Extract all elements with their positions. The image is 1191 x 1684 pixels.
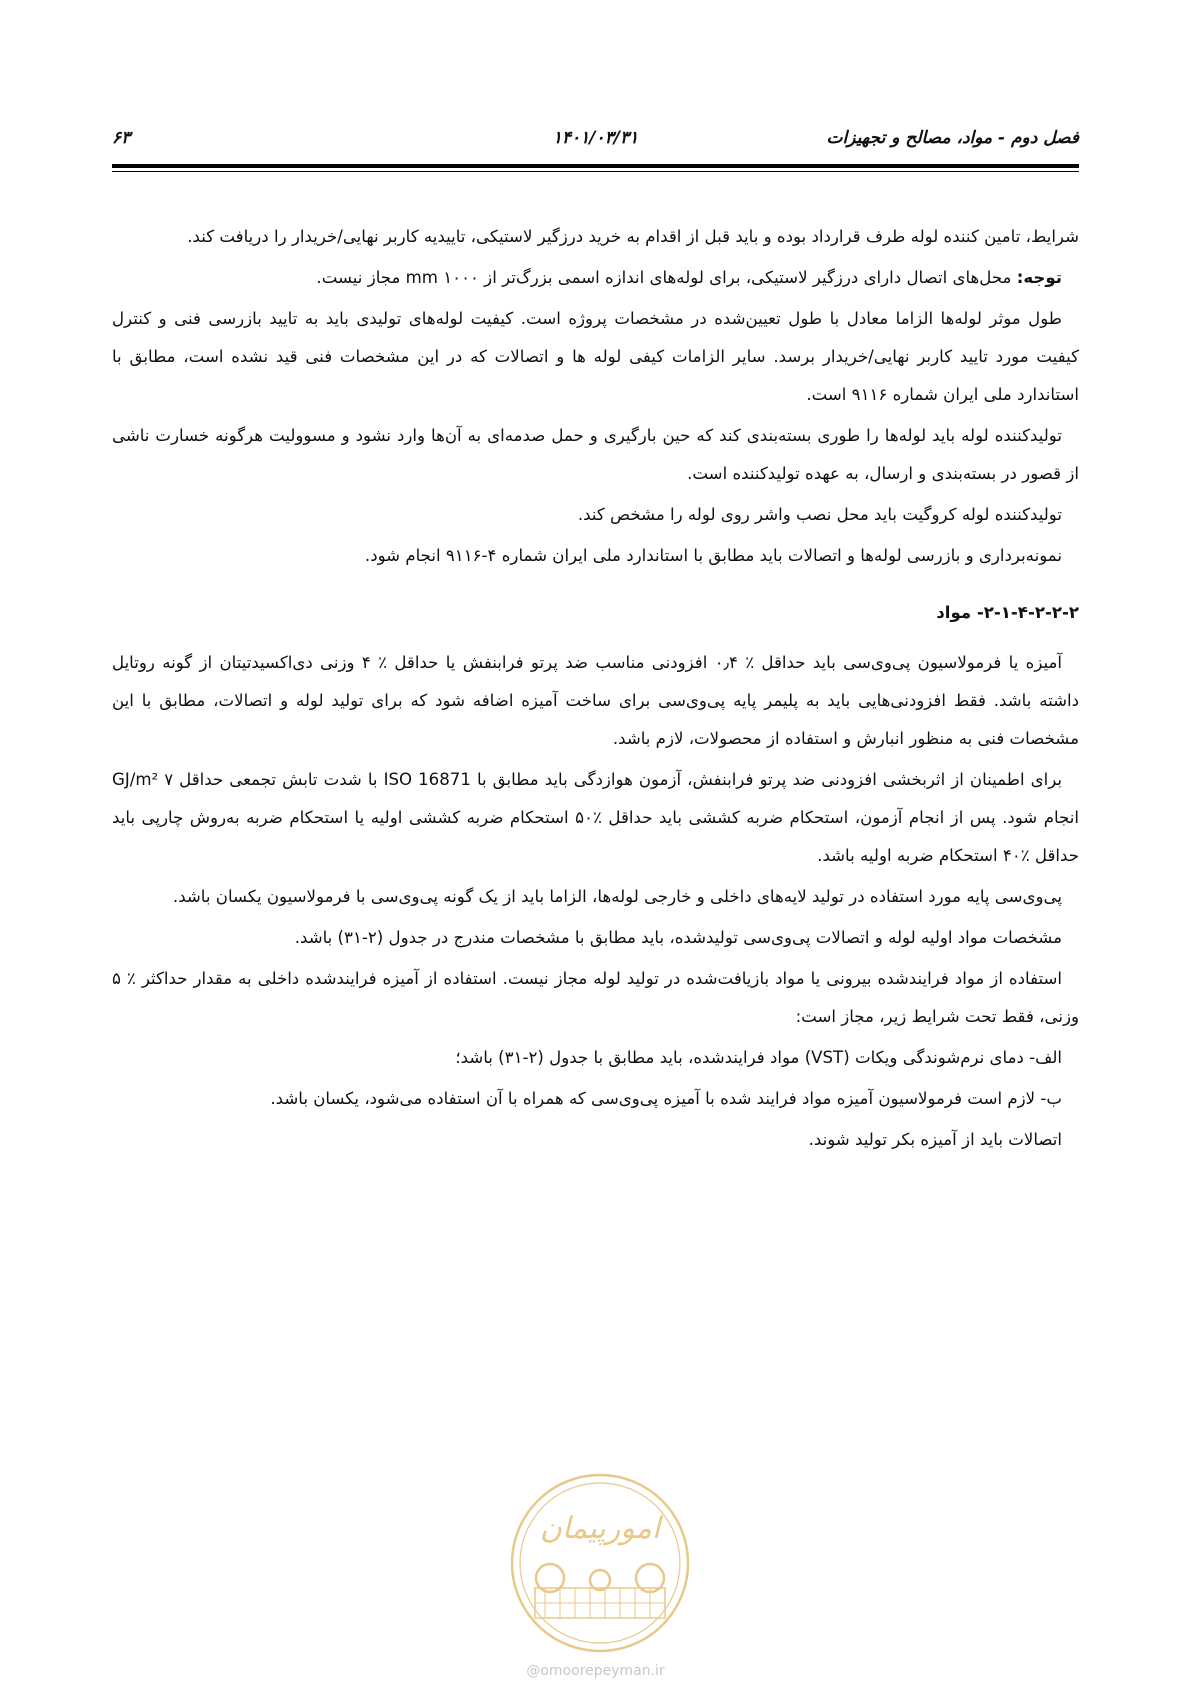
page-number: ۶۳ [112, 128, 131, 148]
paragraph: مشخصات مواد اولیه لوله و اتصالات پی‌وی‌سی تولیدشده، باید مطابق با مشخصات مندرج در جدول (۲-۳۱) باشد. [294, 928, 1062, 947]
note-label: توجه: [1016, 268, 1062, 287]
paragraph: آمیزه یا فرمولاسیون پی‌وی‌سی باید حداقل ٪ ۰٫۴ افزودنی مناسب ضد پرتو فرابنفش یا حداقل ٪ ۴ وزنی دی‌اکسیدتیتان از گونه روتایل داشته باشد. فقط افزودنی‌هایی باید به پلیمر پایه پی‌وی‌سی برای ساخت آمیزه اضافه شود که برای تولید لوله و اتصالات، مطابق با این مشخصات فنی به منظور انبارش و استفاده از محصولات، لازم باشد. [112, 653, 1079, 748]
paragraph: طول موثر لوله‌ها الزاما معادل با طول تعیین‌شده در مشخصات پروژه است. کیفیت لوله‌های تولیدی باید به تایید بازرسی فنی و کنترل کیفیت مورد تایید کاربر نهایی/خریدار برسد. سایر الزامات کیفی لوله ها و اتصالات که در این مشخصات فنی قید نشده است، مطابق با استاندارد ملی ایران شماره ۹۱۱۶ است. [112, 309, 1079, 404]
paragraph: برای اطمینان از اثربخشی افزودنی ضد پرتو فرابنفش، آزمون هوازدگی باید مطابق با ISO 16871 با شدت تابش تجمعی حداقل ۷ GJ/m² انجام شود. پس از انجام آزمون، استحکام ضربه کششی باید حداقل ٪۵۰ استحکام ضربه کششی اولیه یا استحکام ضربه به‌روش چارپی باید حداقل ٪۴۰ استحکام ضربه اولیه باشد. [112, 770, 1079, 865]
header-rule-thin [112, 171, 1079, 172]
note-text: محل‌های اتصال دارای درزگیر لاستیکی، برای لوله‌های اندازه اسمی بزرگ‌تر از mm ۱۰۰۰ مجاز نیست. [316, 268, 1017, 287]
header-rule-thick [112, 164, 1079, 168]
paragraph: استفاده از مواد فرایندشده بیرونی یا مواد بازیافت‌شده در تولید لوله مجاز نیست. استفاده از آمیزه فرایندشده داخلی به مقدار حداکثر ٪ ۵ وزنی، فقط تحت شرایط زیر، مجاز است: [112, 969, 1079, 1026]
list-item-a: الف- دمای نرم‌شوندگی ویکات (VST) مواد فرایندشده، باید مطابق با جدول (۲-۳۱) باشد؛ [455, 1048, 1062, 1067]
paragraph: تولیدکننده لوله باید لوله‌ها را طوری بسته‌بندی کند که حین بارگیری و حمل صدمه‌ای به آن‌ها وارد نشود و مسوولیت هرگونه خسارت ناشی از قصور در بسته‌بندی و ارسال، به عهده تولیدکننده است. [112, 426, 1079, 483]
watermark-logo [505, 1468, 695, 1658]
section-heading: ۲-۱-۴-۲-۲-۲- مواد [936, 603, 1079, 622]
header-date: ۱۴۰۱/۰۳/۳۱ [552, 128, 639, 148]
paragraph: پی‌وی‌سی پایه مورد استفاده در تولید لایه‌های داخلی و خارجی لوله‌ها، الزاما باید از یک گونه پی‌وی‌سی با فرمولاسیون یکسان باشد. [172, 887, 1062, 906]
watermark-logo-text: امورپیمان [539, 1511, 661, 1546]
paragraph: نمونه‌برداری و بازرسی لوله‌ها و اتصالات باید مطابق با استاندارد ملی ایران شماره ۴-۹۱۱۶ انجام شود. [364, 546, 1062, 565]
list-item-b: ب- لازم است فرمولاسیون آمیزه مواد فرایند شده با آمیزه پی‌وی‌سی که همراه با آن استفاده می‌شود، یکسان باشد. [270, 1089, 1062, 1108]
page-header [112, 128, 1079, 158]
chapter-title: فصل دوم - مواد، مصالح و تجهیزات [826, 128, 1079, 148]
paragraph: شرایط، تامین کننده لوله طرف قرارداد بوده و باید قبل از اقدام به خرید درزگیر لاستیکی، تاییدیه کاربر نهایی/خریدار را دریافت کند. [187, 227, 1079, 246]
document-body [112, 218, 1079, 1162]
paragraph: اتصالات باید از آمیزه بکر تولید شوند. [808, 1130, 1062, 1149]
paragraph: تولیدکننده لوله کروگیت باید محل نصب واشر روی لوله را مشخص کند. [577, 505, 1062, 524]
watermark-url: @omoorepeyman.ir [526, 1663, 665, 1679]
note-paragraph [112, 259, 1079, 297]
